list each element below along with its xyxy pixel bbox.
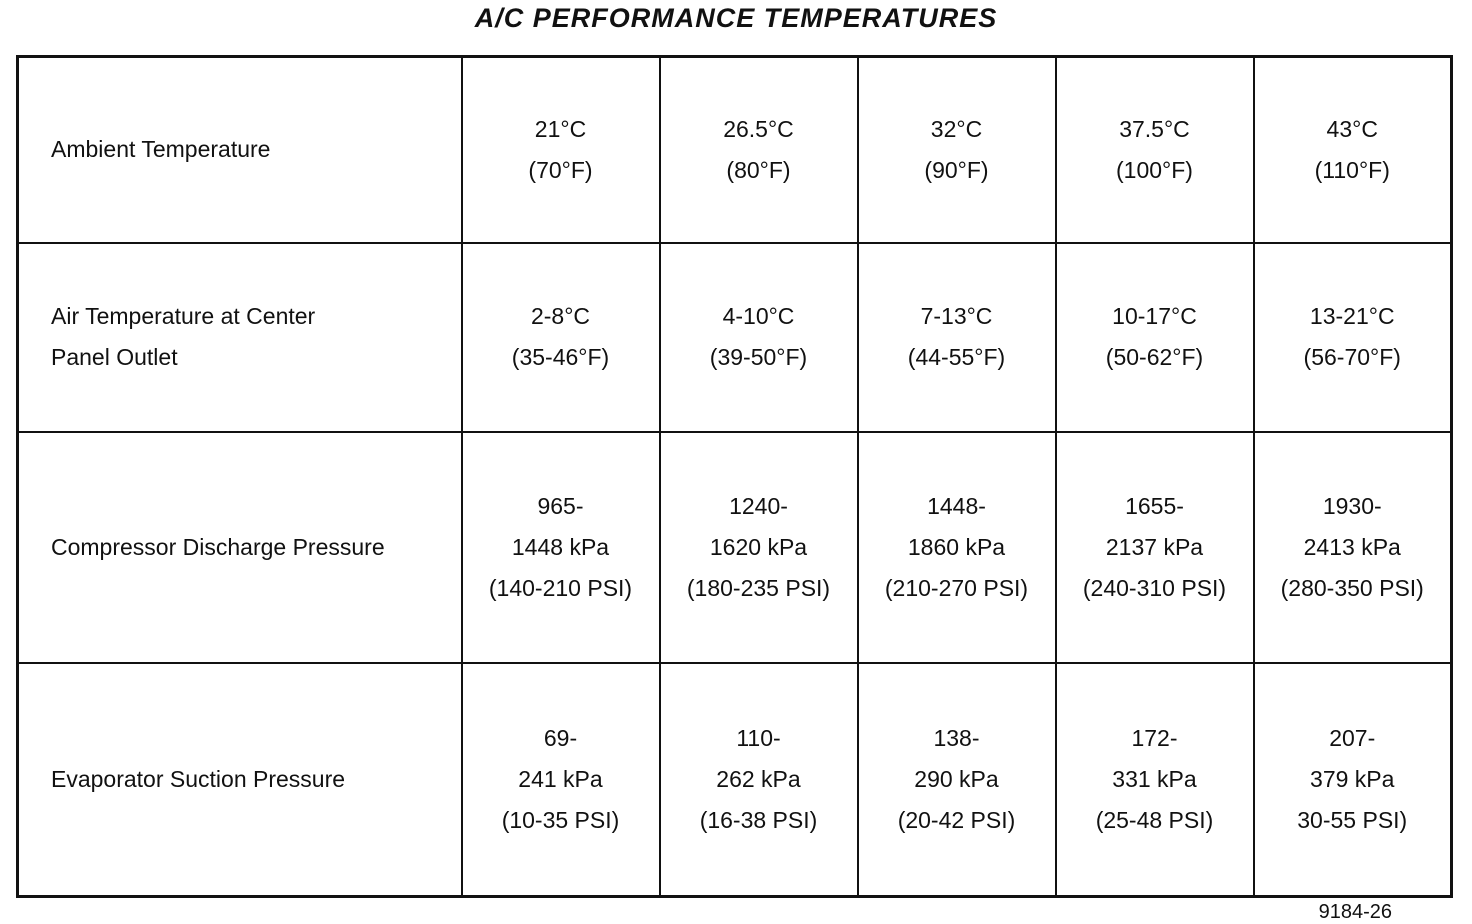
value-line: 241 kPa xyxy=(518,765,603,792)
value-cell xyxy=(858,243,1056,432)
value-line: (210-270 PSI) xyxy=(884,574,1029,601)
value-line: (50-62°F) xyxy=(1105,344,1204,370)
value-cell xyxy=(1056,243,1254,432)
value-line: (10-35 PSI) xyxy=(501,806,620,833)
value-line: 1620 kPa xyxy=(709,533,808,560)
value-line: 2-8°C xyxy=(530,303,591,329)
value-line: (90°F) xyxy=(924,156,989,183)
value-cell xyxy=(660,432,858,663)
value-line: 1448 kPa xyxy=(511,533,610,560)
value-line: 1930- xyxy=(1322,492,1382,519)
value-line: 30-55 PSI) xyxy=(1297,806,1408,833)
figure-code: 9184-26 xyxy=(1318,901,1392,923)
value-cell xyxy=(1056,663,1254,897)
value-line: (140-210 PSI) xyxy=(488,574,633,601)
value-line: 7-13°C xyxy=(920,303,993,329)
value-line: (100°F) xyxy=(1116,156,1193,183)
value-line: (70°F) xyxy=(528,156,593,183)
value-cell xyxy=(1254,663,1452,897)
row-label-cell xyxy=(18,243,462,432)
table-row-evaporator-suction-pressure xyxy=(18,663,1452,897)
value-line: (80°F) xyxy=(726,156,791,183)
value-cell xyxy=(462,663,660,897)
performance-table xyxy=(16,55,1453,898)
value-cell xyxy=(462,243,660,432)
value-line: (56-70°F) xyxy=(1303,344,1401,370)
value-line: (16-38 PSI) xyxy=(699,806,818,833)
table-title: A/C PERFORMANCE TEMPERATURES xyxy=(474,3,998,33)
value-cell xyxy=(462,57,660,243)
value-cell xyxy=(858,663,1056,897)
value-line: 207- xyxy=(1329,724,1376,751)
value-line: 965- xyxy=(537,492,584,519)
table-row-ambient-temperature xyxy=(18,57,1452,243)
table-row-compressor-discharge-pressure xyxy=(18,432,1452,663)
value-cell xyxy=(1056,57,1254,243)
value-line: (240-310 PSI) xyxy=(1082,574,1227,601)
row-label: Ambient Temperature xyxy=(51,136,271,163)
value-cell xyxy=(858,57,1056,243)
row-label-cell xyxy=(18,663,462,897)
value-line: (110°F) xyxy=(1314,156,1390,183)
row-label: Compressor Discharge Pressure xyxy=(51,533,385,560)
value-cell xyxy=(1056,432,1254,663)
value-line: 1448- xyxy=(927,492,986,519)
value-cell xyxy=(1254,57,1452,243)
row-label: Panel Outlet xyxy=(51,344,178,370)
value-line: 290 kPa xyxy=(914,765,999,792)
value-line: 43°C xyxy=(1326,115,1378,142)
row-label-cell xyxy=(18,57,462,243)
table-row-air-temperature xyxy=(18,243,1452,432)
row-label-cell xyxy=(18,432,462,663)
value-line: (39-50°F) xyxy=(709,344,808,370)
value-line: 138- xyxy=(933,724,980,751)
value-line: 110- xyxy=(736,724,781,751)
value-cell xyxy=(1254,243,1452,432)
value-line: 1240- xyxy=(729,492,788,519)
value-line: (44-55°F) xyxy=(907,344,1006,370)
value-line: 37.5°C xyxy=(1119,115,1190,142)
value-line: 262 kPa xyxy=(716,765,801,792)
row-label: Air Temperature at Center xyxy=(51,303,316,329)
value-line: (25-48 PSI) xyxy=(1095,806,1214,833)
value-line: 331 kPa xyxy=(1112,765,1197,792)
value-line: 1655- xyxy=(1125,492,1184,519)
value-line: 1860 kPa xyxy=(907,533,1006,560)
value-cell xyxy=(660,243,858,432)
value-line: 172- xyxy=(1131,724,1178,751)
value-line: 69- xyxy=(543,724,578,751)
value-line: 379 kPa xyxy=(1310,765,1395,792)
value-line: (20-42 PSI) xyxy=(897,806,1016,833)
value-line: 10-17°C xyxy=(1112,303,1197,329)
value-cell xyxy=(660,663,858,897)
row-label: Evaporator Suction Pressure xyxy=(51,765,346,792)
value-line: 32°C xyxy=(930,115,983,142)
value-cell xyxy=(462,432,660,663)
value-line: 21°C xyxy=(534,115,587,142)
value-line: (35-46°F) xyxy=(511,344,610,370)
value-line: (280-350 PSI) xyxy=(1280,574,1424,601)
value-line: 2137 kPa xyxy=(1105,533,1204,560)
value-line: 13-21°C xyxy=(1309,303,1395,329)
value-line: 4-10°C xyxy=(722,303,795,329)
value-cell xyxy=(858,432,1056,663)
value-line: 26.5°C xyxy=(723,115,794,142)
value-line: (180-235 PSI) xyxy=(686,574,831,601)
value-line: 2413 kPa xyxy=(1303,533,1401,560)
value-cell xyxy=(660,57,858,243)
value-cell xyxy=(1254,432,1452,663)
